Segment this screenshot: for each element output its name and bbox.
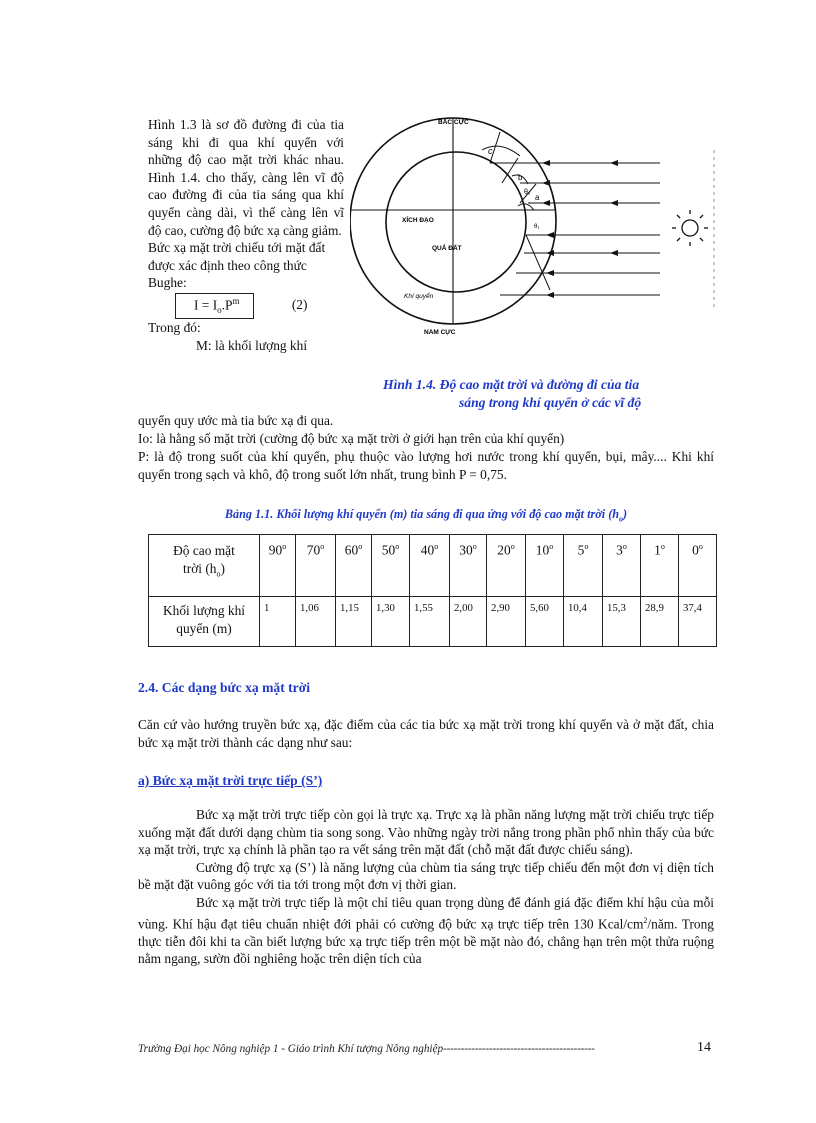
table-title: Bảng 1.1. Khối lượng khí quyển (m) tia sáng đi qua ứng với độ cao mặt trời $(h_o)$ xyxy=(224,507,628,524)
subsection-heading: a) Bức xạ mặt trời trực tiếp (S’) xyxy=(138,773,323,788)
label-theta2: θ₂ xyxy=(524,189,531,196)
angle-cell: 10$^o$ xyxy=(526,535,564,597)
mass-cell: 1,30 xyxy=(372,597,410,647)
sun-altitude-diagram xyxy=(350,110,720,380)
label-earth: QUẢ ĐẤT xyxy=(432,245,462,252)
page-number: 14 xyxy=(697,1040,711,1055)
table-row xyxy=(149,535,717,597)
label-theta1: θ₁ xyxy=(534,224,540,230)
direct-radiation-text xyxy=(138,806,714,968)
mass-cell: 1,06 xyxy=(296,597,336,647)
angle-cell: 3$^o$ xyxy=(603,535,641,597)
sun-icon xyxy=(672,210,708,246)
angle-cell: 60$^o$ xyxy=(336,535,372,597)
row-header-mass: Khối lượng khí quyển (m) xyxy=(149,597,260,647)
label-c: c xyxy=(488,146,493,156)
trong-do-label: Trong đó: xyxy=(148,320,201,336)
mass-cell: 28,9 xyxy=(641,597,679,647)
label-atmosphere: Khí quyển xyxy=(404,293,434,300)
m-definition-continued: quyển quy ước mà tia bức xạ đi qua. xyxy=(138,413,334,428)
ray-arrows xyxy=(542,160,618,298)
direct-radiation-p2: Cường độ trực xạ (S’) là năng lượng của chùm tia sáng trực tiếp chiếu đến một đơn vị diện tích bề mặt đặt vuông góc với tia tới trong một đơn vị thời gian. xyxy=(138,859,714,893)
p-definition: P: là độ trong suốt của khí quyển, phụ thuộc vào lượng hơi nước trong khí quyển, bụi, mây.... Khi khí quyển trong sạch và khô, độ trong suốt lớn nhất, trung bình P = 0,75. xyxy=(138,449,714,482)
section-intro: Căn cứ vào hướng truyền bức xạ, đặc điểm của các tia bức xạ mặt trời trong khí quyển và ở mặt đất, chia bức xạ mặt trời thành các dạng như sau: xyxy=(138,717,714,750)
angle-cell: 90$^o$ xyxy=(260,535,296,597)
mass-cell: 15,3 xyxy=(603,597,641,647)
row-header-altitude: Độ cao mặt trời $(h_o)$ xyxy=(149,535,260,597)
mass-cell: 2,90 xyxy=(487,597,526,647)
label-south: NAM CỰC xyxy=(424,329,456,336)
angle-cell: 50$^o$ xyxy=(372,535,410,597)
label-b: b xyxy=(518,173,523,182)
label-a: a xyxy=(535,193,540,202)
formula-number: (2) xyxy=(291,297,308,313)
caption-line-1: Hình 1.4. Độ cao mặt trời và đường đi của tia xyxy=(383,377,640,392)
label-equator: XÍCH ĐẠO xyxy=(402,217,434,224)
mass-cell: 10,4 xyxy=(564,597,603,647)
intro-column xyxy=(148,116,344,354)
intro-paragraph: Hình 1.3 là sơ đồ đường đi của tia sáng khi đi qua khí quyển với những độ cao mặt trời khác nhau. Hình 1.4. cho thấy, càng lên vĩ độ cao đường đi của tia sáng qua khí quyển càng dài, vì thế càng lên vĩ độ cao, cường độ bức xạ càng giảm. xyxy=(148,117,344,238)
angle-cell: 20$^o$ xyxy=(487,535,526,597)
m-definition: M: là khối lượng khí xyxy=(196,337,308,353)
air-mass-table xyxy=(148,534,717,647)
angle-cell: 5$^o$ xyxy=(564,535,603,597)
bughe-formula: $I = I_o.P^m$ xyxy=(175,293,254,319)
mass-cell: 2,00 xyxy=(450,597,487,647)
direct-radiation-p1: Bức xạ mặt trời trực tiếp còn gọi là trực xạ. Trực xạ là phần năng lượng mặt trời chiếu trực tiếp xuống mặt đất dưới dạng chùm tia song song. Vào những ngày trời nắng trong phần phổ nhìn thấy của bức xạ mặt trời, trực xạ chính là phần tạo ra vết sáng trên mặt đất (chỗ mặt đất được chiếu sáng). xyxy=(138,807,714,858)
io-definition: Io: là hằng số mặt trời (cường độ bức xạ mặt trời ở giới hạn trên của khí quyển) xyxy=(138,431,565,446)
figure-caption xyxy=(383,376,713,412)
mass-cell: 1,55 xyxy=(410,597,450,647)
section-heading: 2.4. Các dạng bức xạ mặt trời xyxy=(138,680,310,695)
mass-cell: 37,4 xyxy=(679,597,717,647)
angle-cell: 30$^o$ xyxy=(450,535,487,597)
formula-line xyxy=(148,293,344,319)
mass-cell: 1,15 xyxy=(336,597,372,647)
angle-cell: 70$^o$ xyxy=(296,535,336,597)
page-footer: Trường Đại học Nông nghiệp 1 - Giáo trình Khí tượng Nông nghiệp------------------------------------------- xyxy=(138,1043,595,1055)
sun-rays xyxy=(490,163,660,295)
angle-cell: 0$^o$ xyxy=(679,535,717,597)
angle-cell: 40$^o$ xyxy=(410,535,450,597)
direct-radiation-p3: Bức xạ mặt trời trực tiếp là một chỉ tiêu quan trọng dùng để đánh giá đặc điểm khí hậu của mỗi vùng. Khí hậu đạt tiêu chuẩn nhiệt đới phải có cường độ bức xạ trực tiếp trên 130 Kcal/$cm^2$/năm. Trong thực tiễn đôi khi ta cần biết lượng bức xạ trực tiếp trên một bề mặt nào đó, chẳng hạn trên một thửa ruộng nằm ngang, sườn đồi nghiêng hoặc trên diện tích của xyxy=(138,894,714,967)
table-row xyxy=(149,597,717,647)
label-north: BẮC CỰC xyxy=(438,119,469,126)
angle-cell: 1$^o$ xyxy=(641,535,679,597)
mass-cell: 5,60 xyxy=(526,597,564,647)
caption-line-2: sáng trong khí quyển ở các vĩ độ xyxy=(459,395,642,410)
bughe-paragraph: Bức xạ mặt trời chiếu tới mặt đất được xác định theo công thức Bughe: xyxy=(148,240,326,291)
mass-cell: 1 xyxy=(260,597,296,647)
